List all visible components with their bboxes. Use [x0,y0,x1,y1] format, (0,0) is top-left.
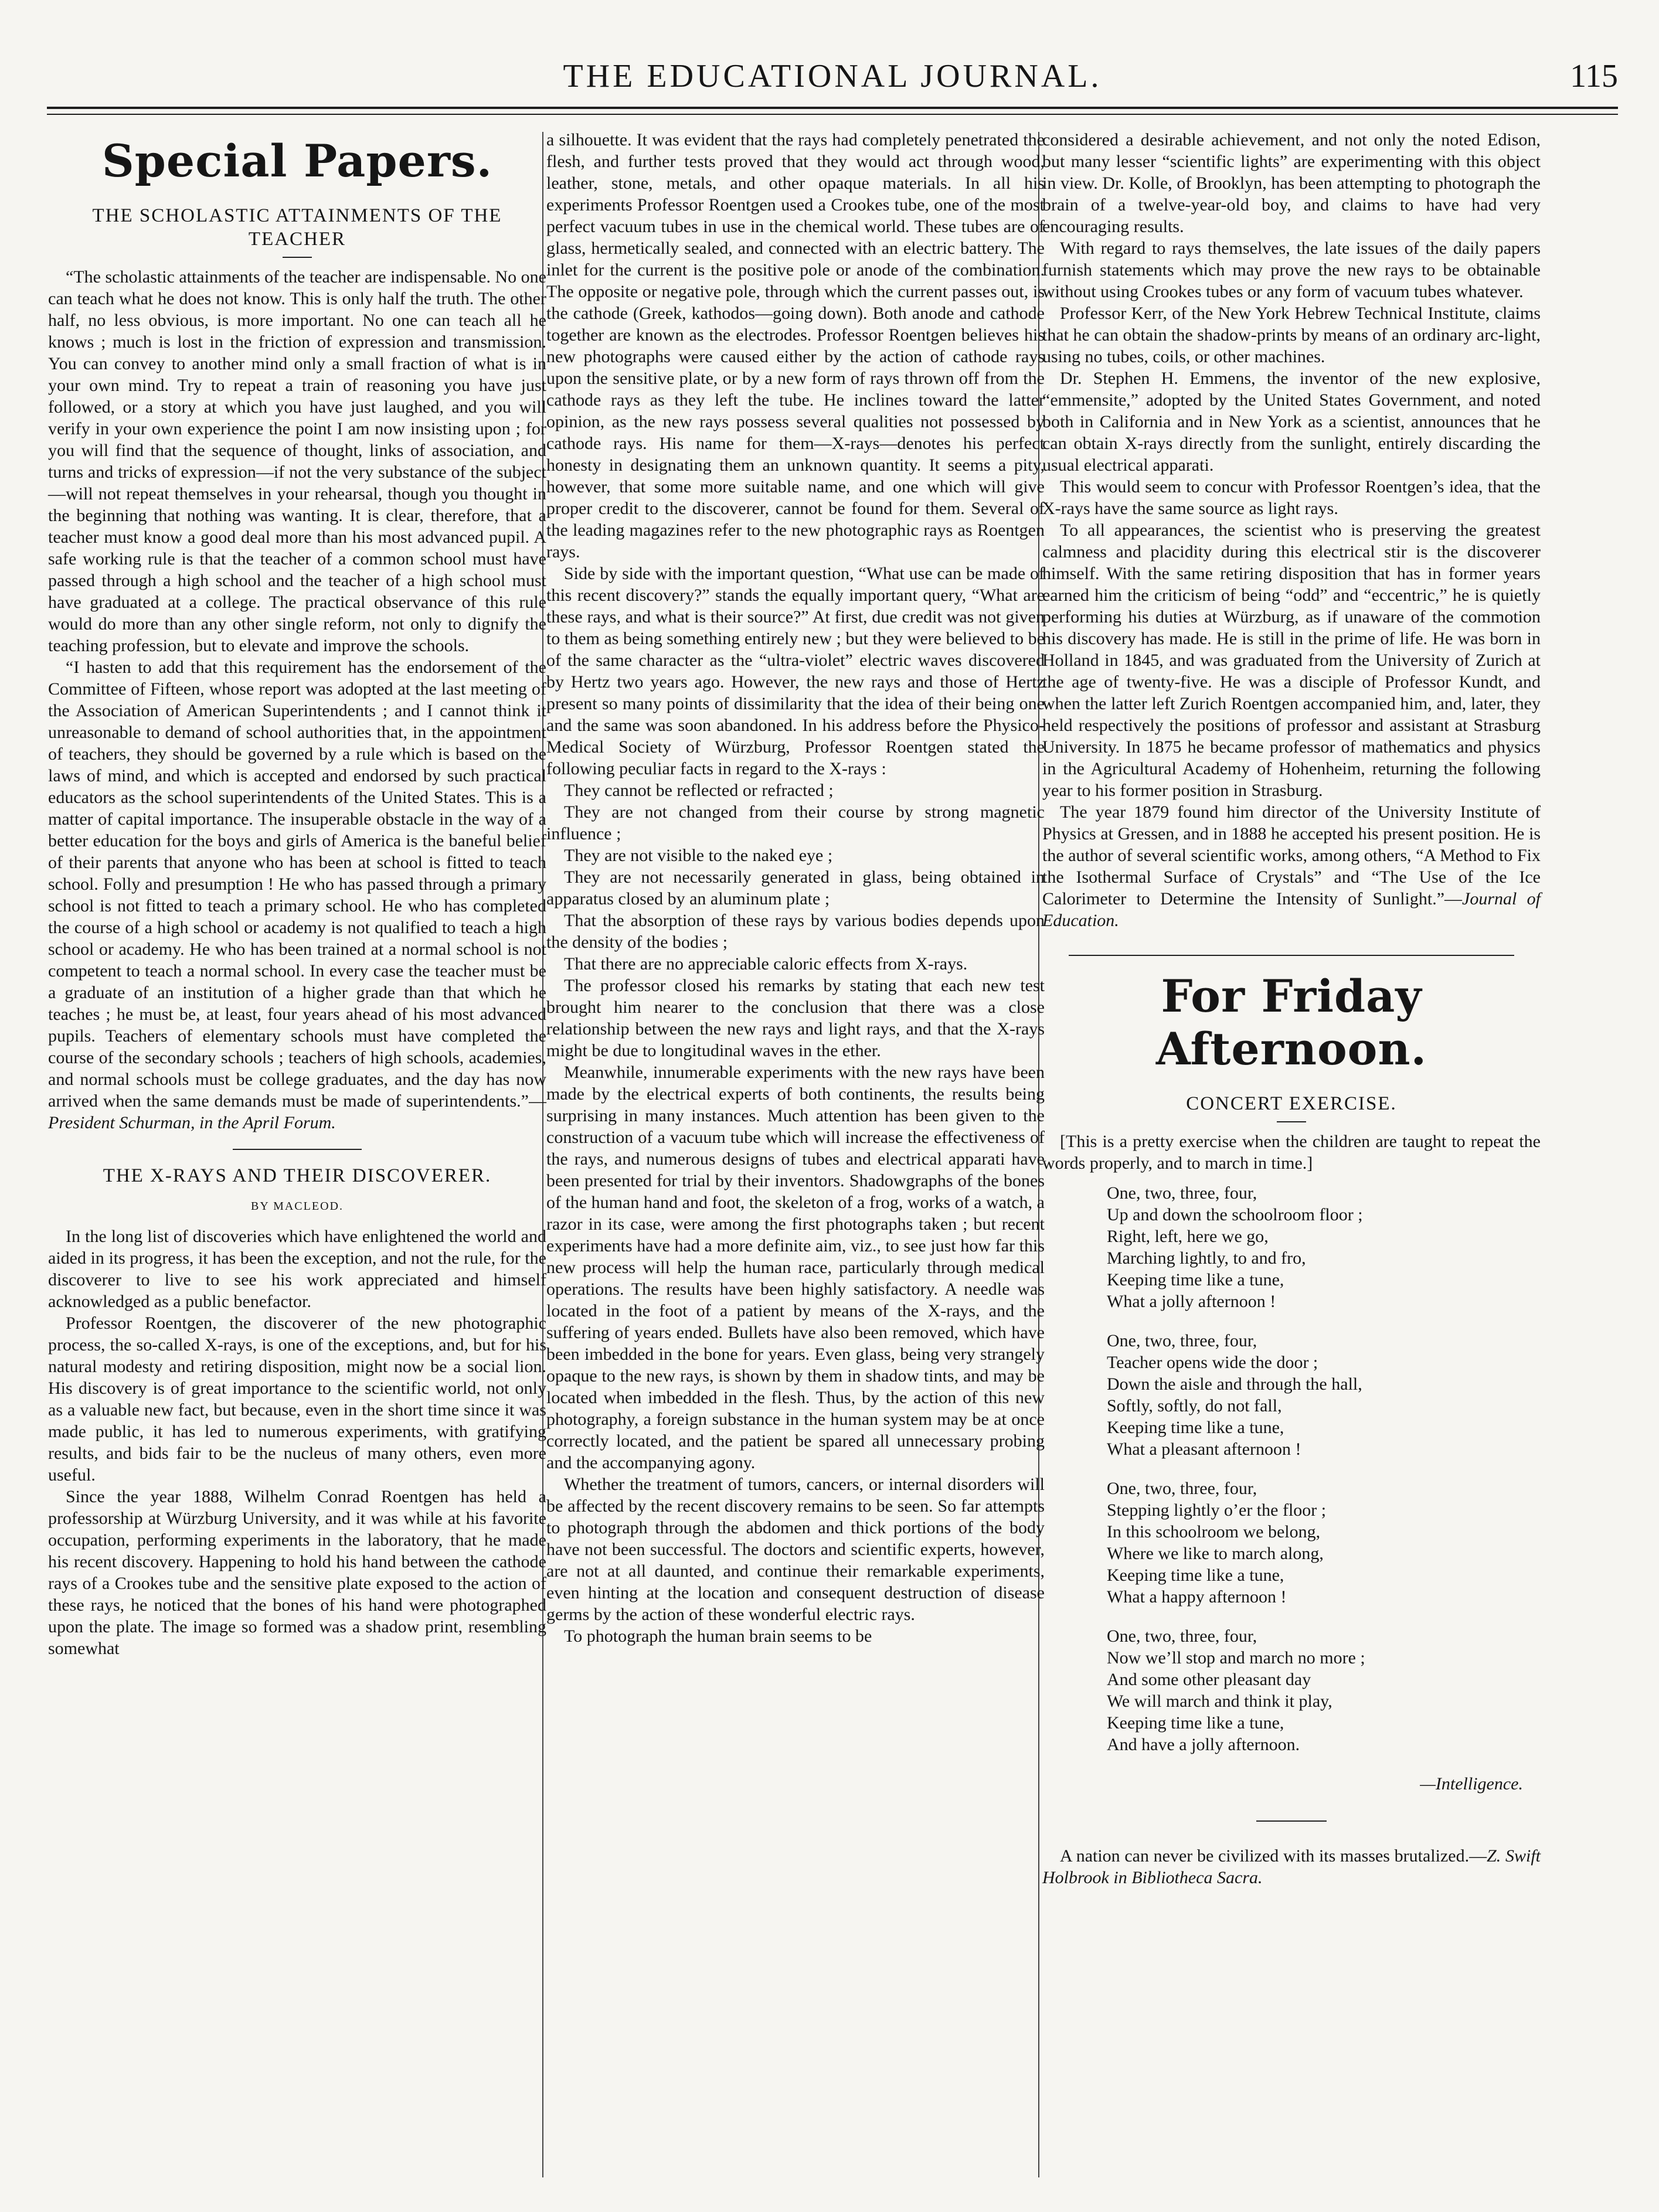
quote-separator [1256,1820,1327,1822]
paragraph: Side by side with the important question, “What use can be made of this recent discovery?” stands the equally important query, “What are these rays, and what is their source?” At first, due credit was not given to them as being something entirely new ; but they were believed to be of the same character as the “ultra-violet” electric waves discovered by Hertz two years ago. However, the new rays and those of Hertz present so many points of dissimilarity that the idea of their being one and the same was soon abandoned. In his address before the Physico-Medical Society of Würzburg, Professor Roentgen stated the following peculiar facts in regard to the X-rays : [546,564,1045,778]
paragraph: With regard to rays themselves, the late issues of the daily papers furnish statements which may prove the new rays to be obtainable without using Crookes tubes or any form of vacuum tubes whatever. [1042,239,1541,301]
poem-line: We will march and think it play, [1107,1692,1332,1711]
poem-line: Now we’ll stop and march no more ; [1107,1648,1365,1667]
column-middle [546,129,1045,1647]
column-left [48,129,546,1659]
poem-line: Teacher opens wide the door ; [1107,1353,1318,1372]
poem-line: One, two, three, four, [1107,1479,1257,1498]
quote-source: Z. Swift Holbrook in Bibliotheca Sacra. [1042,1846,1541,1887]
poem-line: Keeping time like a tune, [1107,1270,1284,1289]
stanza [1107,1330,1541,1460]
paragraph: a silhouette. It was evident that the rays had completely penetrated the flesh, and further tests proved that they would act through wood, leather, stone, metals, and other opaque materials. In all his experiments Professor Roentgen used a Crookes tube, one of the most perfect vacuum tubes in use in the chemical world. These tubes are of glass, hermetically sealed, and connected with an electric battery. The inlet for the current is the positive pole or anode of the combination. The opposite or negative pole, through which the current passes out, is the cathode (Greek, kathodos—going down). Both anode and cathode together are known as the electrodes. Professor Roentgen believes his new photographs were caused either by the action of cathode rays upon the sensitive plate, or by a new form of rays thrown off from the cathode rays as they left the tube. He inclines toward the latter opinion, as the new rays possess several qualities not possessed by cathode rays. His name for them—X-rays—denotes his perfect honesty in designating them an unknown quantity. It seems a pity, however, that some more suitable name, and one which will give proper credit to the discoverer, cannot be found for them. Several of the leading magazines refer to the new photographic rays as Roentgen rays. [546,130,1045,561]
paragraph: To photograph the human brain seems to be [564,1626,872,1646]
source-citation: President Schurman, in the April Forum. [48,1113,336,1132]
masthead [47,35,1618,106]
paragraph-with-source: “I hasten to add that this requirement has the endorsement of the Committee of Fifteen, whose report was adopted at the last meeting of the Association of American Superintendents ; and I cannot think it unreasonable to demand of school authorities that, in the appointment of teachers, they should be governed by a rule which is based on the laws of mind, and which is accepted and endorsed by such practical educators as the school superintendents of the United States. This is a matter of capital importance. The insuperable obstacle in the way of a better education for the boys and girls of America is the baneful belief of their parents that anyone who has been at school is fitted to teach school. Folly and presumption ! He who has passed through a primary school is not fitted to teach a primary school. He who has completed the course of a high school or academy is not qualified to teach a high school or academy. He who has been trained at a normal school is not competent to teach a normal school. In every case the teacher must be a graduate of an institution of a higher grade than that which he teaches ; he must be, at least, four years ahead of his most advanced pupils. Teachers of elementary schools must have completed the course of the secondary schools ; teachers of high schools, academies, and normal schools must be college graduates, and the day has now arrived when the same demands must be made of superintendents.”—President Schurman, in the April Forum. [48,658,546,1132]
title-dash [283,257,312,258]
paragraph: Meanwhile, innumerable experiments with the new rays have been made by the electrical experts of both continents, the results being surprising in many instances. Much attention has been given to the construction of a vacuum tube which will increase the effectiveness of the rays, and numerous designs of tubes and electrical apparati have been presented for trial by their inventors. Shadowgraphs of the bones of the human hand and foot, the skeleton of a frog, works of a watch, a razor in its case, were among the first photographs taken ; but recent experiments have had a more definite aim, viz., to see just how far this new process will help the human race, particularly through medical operations. The results have been highly satisfactory. A needle was located in the foot of a patient by means of the X-rays, and the suffering of years ended. Bullets have also been removed, which have been imbedded in the bone for years. Even glass, being very strangely opaque to the new rays, is shown by them in shadow tints, and may be located when imbedded in the flesh. Thus, by the action of this new photography, a foreign substance in the human system may be at once correctly located, and the patient be spared all unnecessary probing and the accompanying agony. [546,1063,1045,1472]
header-rule-bottom [47,114,1618,115]
poem-line: And have a jolly afternoon. [1107,1735,1300,1754]
paragraph: Since the year 1888, Wilhelm Conrad Roentgen has held a professorship at Würzburg University, and it was while at his favorite occupation, performing experiments in the laboratory, that he made his recent discovery. Happening to hold his hand between the cathode rays of a Crookes tube and the sensitive plate exposed to the action of these rays, he noticed that the bones of his hand were photographed upon the plate. The image so formed was a shadow print, resembling somewhat [48,1487,546,1658]
poem-line: Marching lightly, to and fro, [1107,1248,1306,1268]
article-title-xrays: THE X-RAYS AND THEIR DISCOVERER. [103,1165,492,1186]
concert-intro: [This is a pretty exercise when the children are taught to repeat the words properly, and to march in time.] [1042,1132,1541,1173]
poem-line: Down the aisle and through the hall, [1107,1374,1362,1394]
fact-item: That the absorption of these rays by various bodies depends upon the density of the bodies ; [546,911,1045,952]
byline: BY MACLEOD. [251,1200,344,1213]
poem-line: Right, left, here we go, [1107,1227,1269,1246]
poem-line: Up and down the schoolroom floor ; [1107,1205,1363,1224]
fact-item: They are not necessarily generated in glass, being obtained in apparatus closed by an aluminum plate ; [546,867,1045,908]
poem-line: Softly, softly, do not fall, [1107,1396,1282,1415]
source-citation: Journal of Education. [1042,889,1541,930]
poem-line: Keeping time like a tune, [1107,1418,1284,1437]
poem-line: Keeping time like a tune, [1107,1713,1284,1733]
poem-line: And some other pleasant day [1107,1670,1311,1689]
paragraph-with-source: The year 1879 found him director of the University Institute of Physics at Gressen, and in 1888 he accepted his present position. He is the author of several scientific works, among others, “A Method to Fix the Isothermal Surface of Crystals” and “The Use of the Ice Calorimeter to Determine the Intensity of Sunlight.”—Journal of Education. [1042,802,1541,930]
paragraph: The professor closed his remarks by stating that each new test brought him nearer to the conclusion that there was a close relationship between the new rays and light rays, and that the X-rays might be due to longitudinal waves in the ether. [546,976,1045,1060]
article-title-scholastic: THE SCHOLASTIC ATTAINMENTS OF THE TEACHER [92,205,502,250]
closing-quote: A nation can never be civilized with its masses brutalized.—Z. Swift Holbrook in Bibliotheca Sacra. [1042,1846,1541,1887]
poem-line: What a happy afternoon ! [1107,1587,1287,1607]
header-rule-top [47,107,1618,109]
poem-line: What a jolly afternoon ! [1107,1292,1276,1311]
poem [1107,1182,1541,1755]
fact-item: That there are no appreciable caloric effects from X-rays. [564,954,968,974]
paragraph: Professor Roentgen, the discoverer of the new photographic process, the so-called X-rays, is one of the exceptions, and, but for his natural modesty and retiring disposition, might now be a social lion. His discovery is of great importance to the scientific world, not only as a valuable new fact, but because, even in the short time since it was made public, it has led to numerous experiments, with gratifying results, and bids fair to be the nucleus of many others, even more useful. [48,1313,546,1485]
section-separator [1069,955,1514,956]
paragraph: To all appearances, the scientist who is preserving the greatest calmness and placidity during this electrical stir is the discoverer himself. With the same retiring disposition that has in former years earned him the criticism of being “odd” and “eccentric,” he is quietly performing his duties at Würzburg, as if unaware of the commotion his discovery has made. He is still in the prime of life. He was born in Holland in 1845, and was graduated from the University of Zurich at the age of twenty-five. He was a disciple of Professor Kundt, and when the latter left Zurich Roentgen accompanied him, and, later, they held respectively the positions of professor and assistant at Strasburg University. In 1875 he became professor of mathematics and physics in the Agricultural Academy of Hohenheim, returning the following year to his former position in Strasburg. [1042,520,1541,800]
stanza [1107,1478,1541,1608]
paragraph: considered a desirable achievement, and not only the noted Edison, but many lesser “scientific lights” are experimenting with this object in view. Dr. Kolle, of Brooklyn, has been attempting to photograph the brain of a twelve-year-old boy, and claims to have had very encouraging results. [1042,130,1541,236]
section-heading-friday-afternoon: For Friday Afternoon. [1155,970,1427,1075]
stanza [1107,1625,1541,1755]
poem-line: Stepping lightly o’er the floor ; [1107,1500,1327,1520]
poem-line: Where we like to march along, [1107,1544,1324,1563]
fact-item: They are not visible to the naked eye ; [564,846,833,865]
poem-line: One, two, three, four, [1107,1183,1257,1203]
column-right [1042,129,1541,1888]
page-number: 115 [1570,58,1618,94]
paragraph: “The scholastic attainments of the teacher are indispensable. No one can teach what he does not know. This is only half the truth. The other half, no less obvious, is more important. No one can teach all he knows ; much is lost in the friction of expression and transmission. You can convey to another mind only a small fraction of what is in your own mind. Try to repeat a train of reasoning you have just followed, or a story at which you have just laughed, and you will verify in your own experience the point I am now insisting upon ; for you will find that the sequence of thought, links of association, and turns and tricks of expression—if not the very substance of the subject—will not repeat themselves in your rehearsal, though you thought in the beginning that nothing was wanting. It is clear, therefore, that a teacher must know a good deal more than his most advanced pupil. A safe working rule is that the teacher of a common school must have passed through a high school and the teacher of a high school must have graduated at a college. The practical observance of this rule would do more than any other single reform, not only to dignify the teaching profession, but to elevate and improve the schools. [48,267,546,655]
fact-item: They are not changed from their course by strong magnetic influence ; [546,802,1045,843]
article-separator [233,1149,362,1150]
paragraph: This would seem to concur with Professor Roentgen’s idea, that the X-rays have the same source as light rays. [1042,477,1541,518]
poem-credit: —Intelligence. [1420,1774,1523,1794]
paragraph: Dr. Stephen H. Emmens, the inventor of the new explosive, “emmensite,” adopted by the United States Government, and noted both in California and in New York as a scientist, announces that he can obtain X-rays directly from the sunlight, entirely discarding the usual electrical apparati. [1042,369,1541,475]
journal-title: THE EDUCATIONAL JOURNAL. [563,58,1102,94]
poem-line: One, two, three, four, [1107,1331,1257,1350]
paragraph: Professor Kerr, of the New York Hebrew Technical Institute, claims that he can obtain the shadow-prints by means of an ordinary arc-light, using no tubes, coils, or other machines. [1042,304,1541,366]
poem-line: One, two, three, four, [1107,1626,1257,1646]
poem-line: In this schoolroom we belong, [1107,1522,1321,1541]
title-dash [1277,1121,1306,1122]
concert-title: CONCERT EXERCISE. [1186,1093,1397,1114]
stanza [1107,1182,1541,1312]
poem-line: What a pleasant afternoon ! [1107,1439,1301,1459]
poem-line: Keeping time like a tune, [1107,1566,1284,1585]
paragraph: In the long list of discoveries which have enlightened the world and aided in its progress, it has been the exception, and not the rule, for the discoverer to live to see his work appreciated and himself acknowledged as a public benefactor. [48,1227,546,1311]
fact-item: They cannot be reflected or refracted ; [564,781,834,800]
paragraph: Whether the treatment of tumors, cancers, or internal disorders will be affected by the recent discovery remains to be seen. So far attempts to photograph through the abdomen and thick portions of the body have not been successful. The doctors and scientific experts, however, are not at all daunted, and continue their remarkable experiments, even hinting at the location and consequent destruction of disease germs by the action of these wonderful electric rays. [546,1475,1045,1624]
section-heading-special-papers: Special Papers. [101,135,493,187]
